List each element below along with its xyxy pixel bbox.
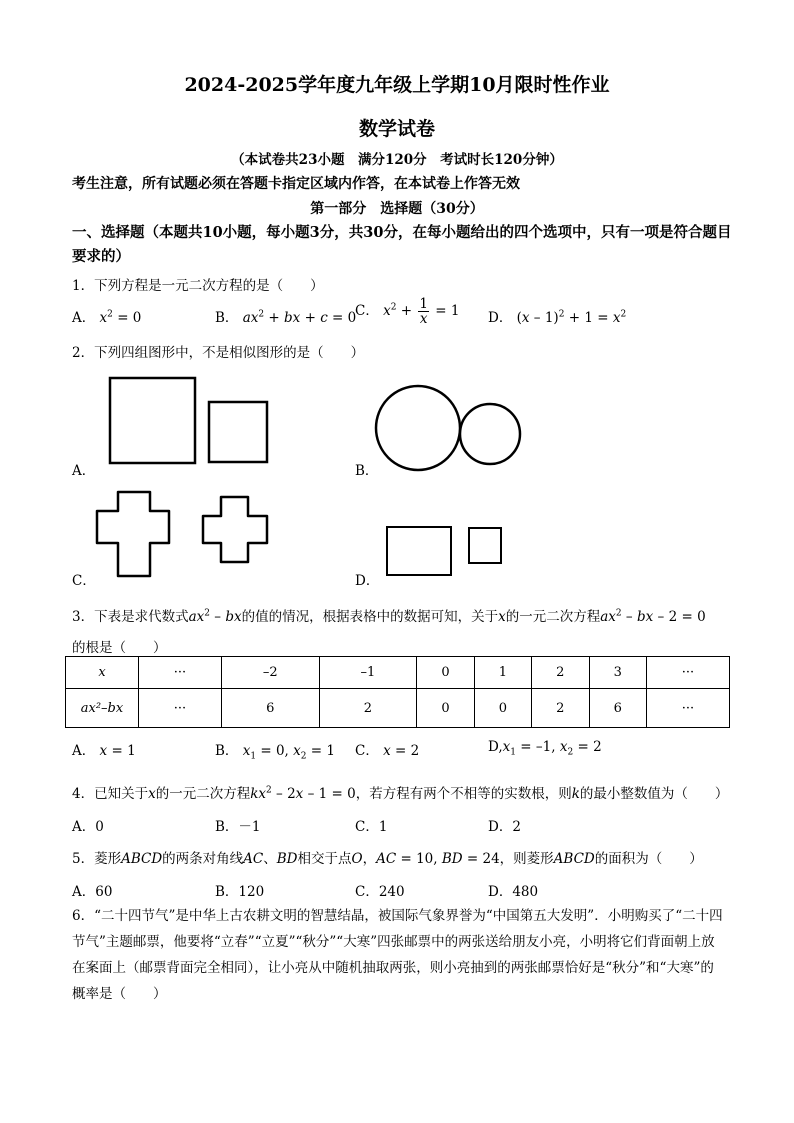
q1-option-d: D． $(x - 1)^2 + 1 = x^2$ — [488, 309, 627, 326]
table-cell: 0 — [474, 689, 531, 728]
table-cell: 6 — [221, 689, 319, 728]
q1-stem: 1．下列方程是一元二次方程的是（ ） — [72, 278, 324, 294]
q4-option-c: C．1 — [355, 819, 388, 835]
figure-b-small-circle — [460, 404, 520, 464]
q3-option-a: A． x = 1 — [72, 743, 136, 759]
exam-notice: 考生注意，所有试题必须在答题卡指定区域内作答，在本试卷上作答无效 — [72, 176, 520, 192]
q2-label-d: D． — [355, 573, 380, 589]
q3-stem-line2: 的根是（ ） — [72, 640, 167, 656]
q3-option-d: $D,x_1 = -1$, $x_2 = 2$ — [488, 739, 602, 758]
exam-info: （本试卷共23小题 满分120分 考试时长120分钟） — [231, 152, 563, 168]
q3-value-table — [65, 656, 730, 728]
table-cell: 2 — [532, 689, 589, 728]
table-cell: –1 — [319, 657, 417, 689]
table-cell: ··· — [646, 657, 729, 689]
figure-a-large-square — [110, 378, 195, 463]
q2-label-c: C． — [72, 573, 96, 589]
table-cell: 3 — [589, 657, 646, 689]
table-row — [66, 689, 730, 728]
table-cell: ··· — [646, 689, 729, 728]
table-row — [66, 657, 730, 689]
table-cell: ··· — [139, 657, 222, 689]
table-cell: ax²–bx — [66, 689, 139, 728]
figure-b-large-circle — [376, 386, 460, 470]
q6-stem: 6．“二十四节气”是中华上古农耕文明的智慧结晶，被国际气象界誉为“中国第五大发明”．小明购买了“二十四节气”主题邮票，他要将“立春”“立夏”“秋分”“大寒”四张邮票中的两张送给朋友小亮，小明将它们背面朝上放在案面上（邮票背面完全相同），让小亮从中随机抽取两张，则小亮抽到的两张邮票恰好是“秋分”和“大寒”的概率是（ ） — [72, 908, 723, 1002]
table-cell: ··· — [139, 689, 222, 728]
q4-option-b: B．－1 — [215, 819, 261, 835]
part-heading: 第一部分 选择题（30分） — [310, 201, 484, 217]
q2-stem: 2．下列四组图形中，不是相似图形的是（ ） — [72, 345, 365, 361]
q3-option-c: C． x = 2 — [355, 743, 420, 759]
table-cell: 0 — [417, 689, 474, 728]
figure-c-large-cross — [97, 492, 169, 576]
q3-stem-line1: 3．下表是求代数式$ax^2$ – bx的值的情况，根据表格中的数据可知，关于x的一元二次方程$ax^2$ – bx – 2 = 0 — [72, 608, 706, 625]
q2-label-a: A． — [72, 463, 96, 479]
exam-title: 2024-2025学年度九年级上学期10月限时性作业 — [184, 74, 610, 96]
q4-option-a: A．0 — [72, 819, 104, 835]
q5-option-b: B．120 — [215, 884, 265, 900]
table-cell: –2 — [221, 657, 319, 689]
table-cell: 2 — [319, 689, 417, 728]
q1-option-b: B． $ax^2$ + bx + c = 0 — [215, 309, 357, 326]
q1-option-a: A． $x^2 = 0$ — [72, 309, 142, 326]
section-heading: 一、选择题（本题共10小题，每小题3分，共30分，在每小题给出的四个选项中，只有一项是符合题目要求的） — [72, 224, 732, 265]
figure-d-rectangle — [387, 527, 451, 575]
q4-stem: 4．已知关于x的一元二次方程$kx^2 - 2x - 1 = 0$，若方程有两个不相等的实数根，则k的最小整数值为（ ） — [72, 785, 729, 802]
table-cell: 1 — [474, 657, 531, 689]
exam-subtitle: 数学试卷 — [358, 118, 435, 140]
table-cell: x — [66, 657, 139, 689]
table-cell: 2 — [532, 657, 589, 689]
q4-option-d: D．2 — [488, 819, 521, 835]
q3-option-b: B． $x_1 = 0$, $x_2 = 1$ — [215, 743, 335, 762]
table-cell: 6 — [589, 689, 646, 728]
q5-option-a: A．60 — [72, 884, 113, 900]
q5-stem: 5．菱形ABCD的两条对角线AC、BD相交于点O，AC = 10, BD = 24，则菱形ABCD的面积为（ ） — [72, 851, 703, 867]
q1-option-c: C． $x^2$ + $\frac{1}{x}$ = 1 — [355, 296, 460, 327]
figure-d-square — [469, 528, 501, 563]
figure-c-small-cross — [203, 497, 267, 562]
q5-option-c: C．240 — [355, 884, 405, 900]
q5-option-d: D．480 — [488, 884, 539, 900]
figure-a-small-square — [209, 402, 267, 462]
q2-label-b: B． — [355, 463, 379, 479]
table-cell: 0 — [417, 657, 474, 689]
